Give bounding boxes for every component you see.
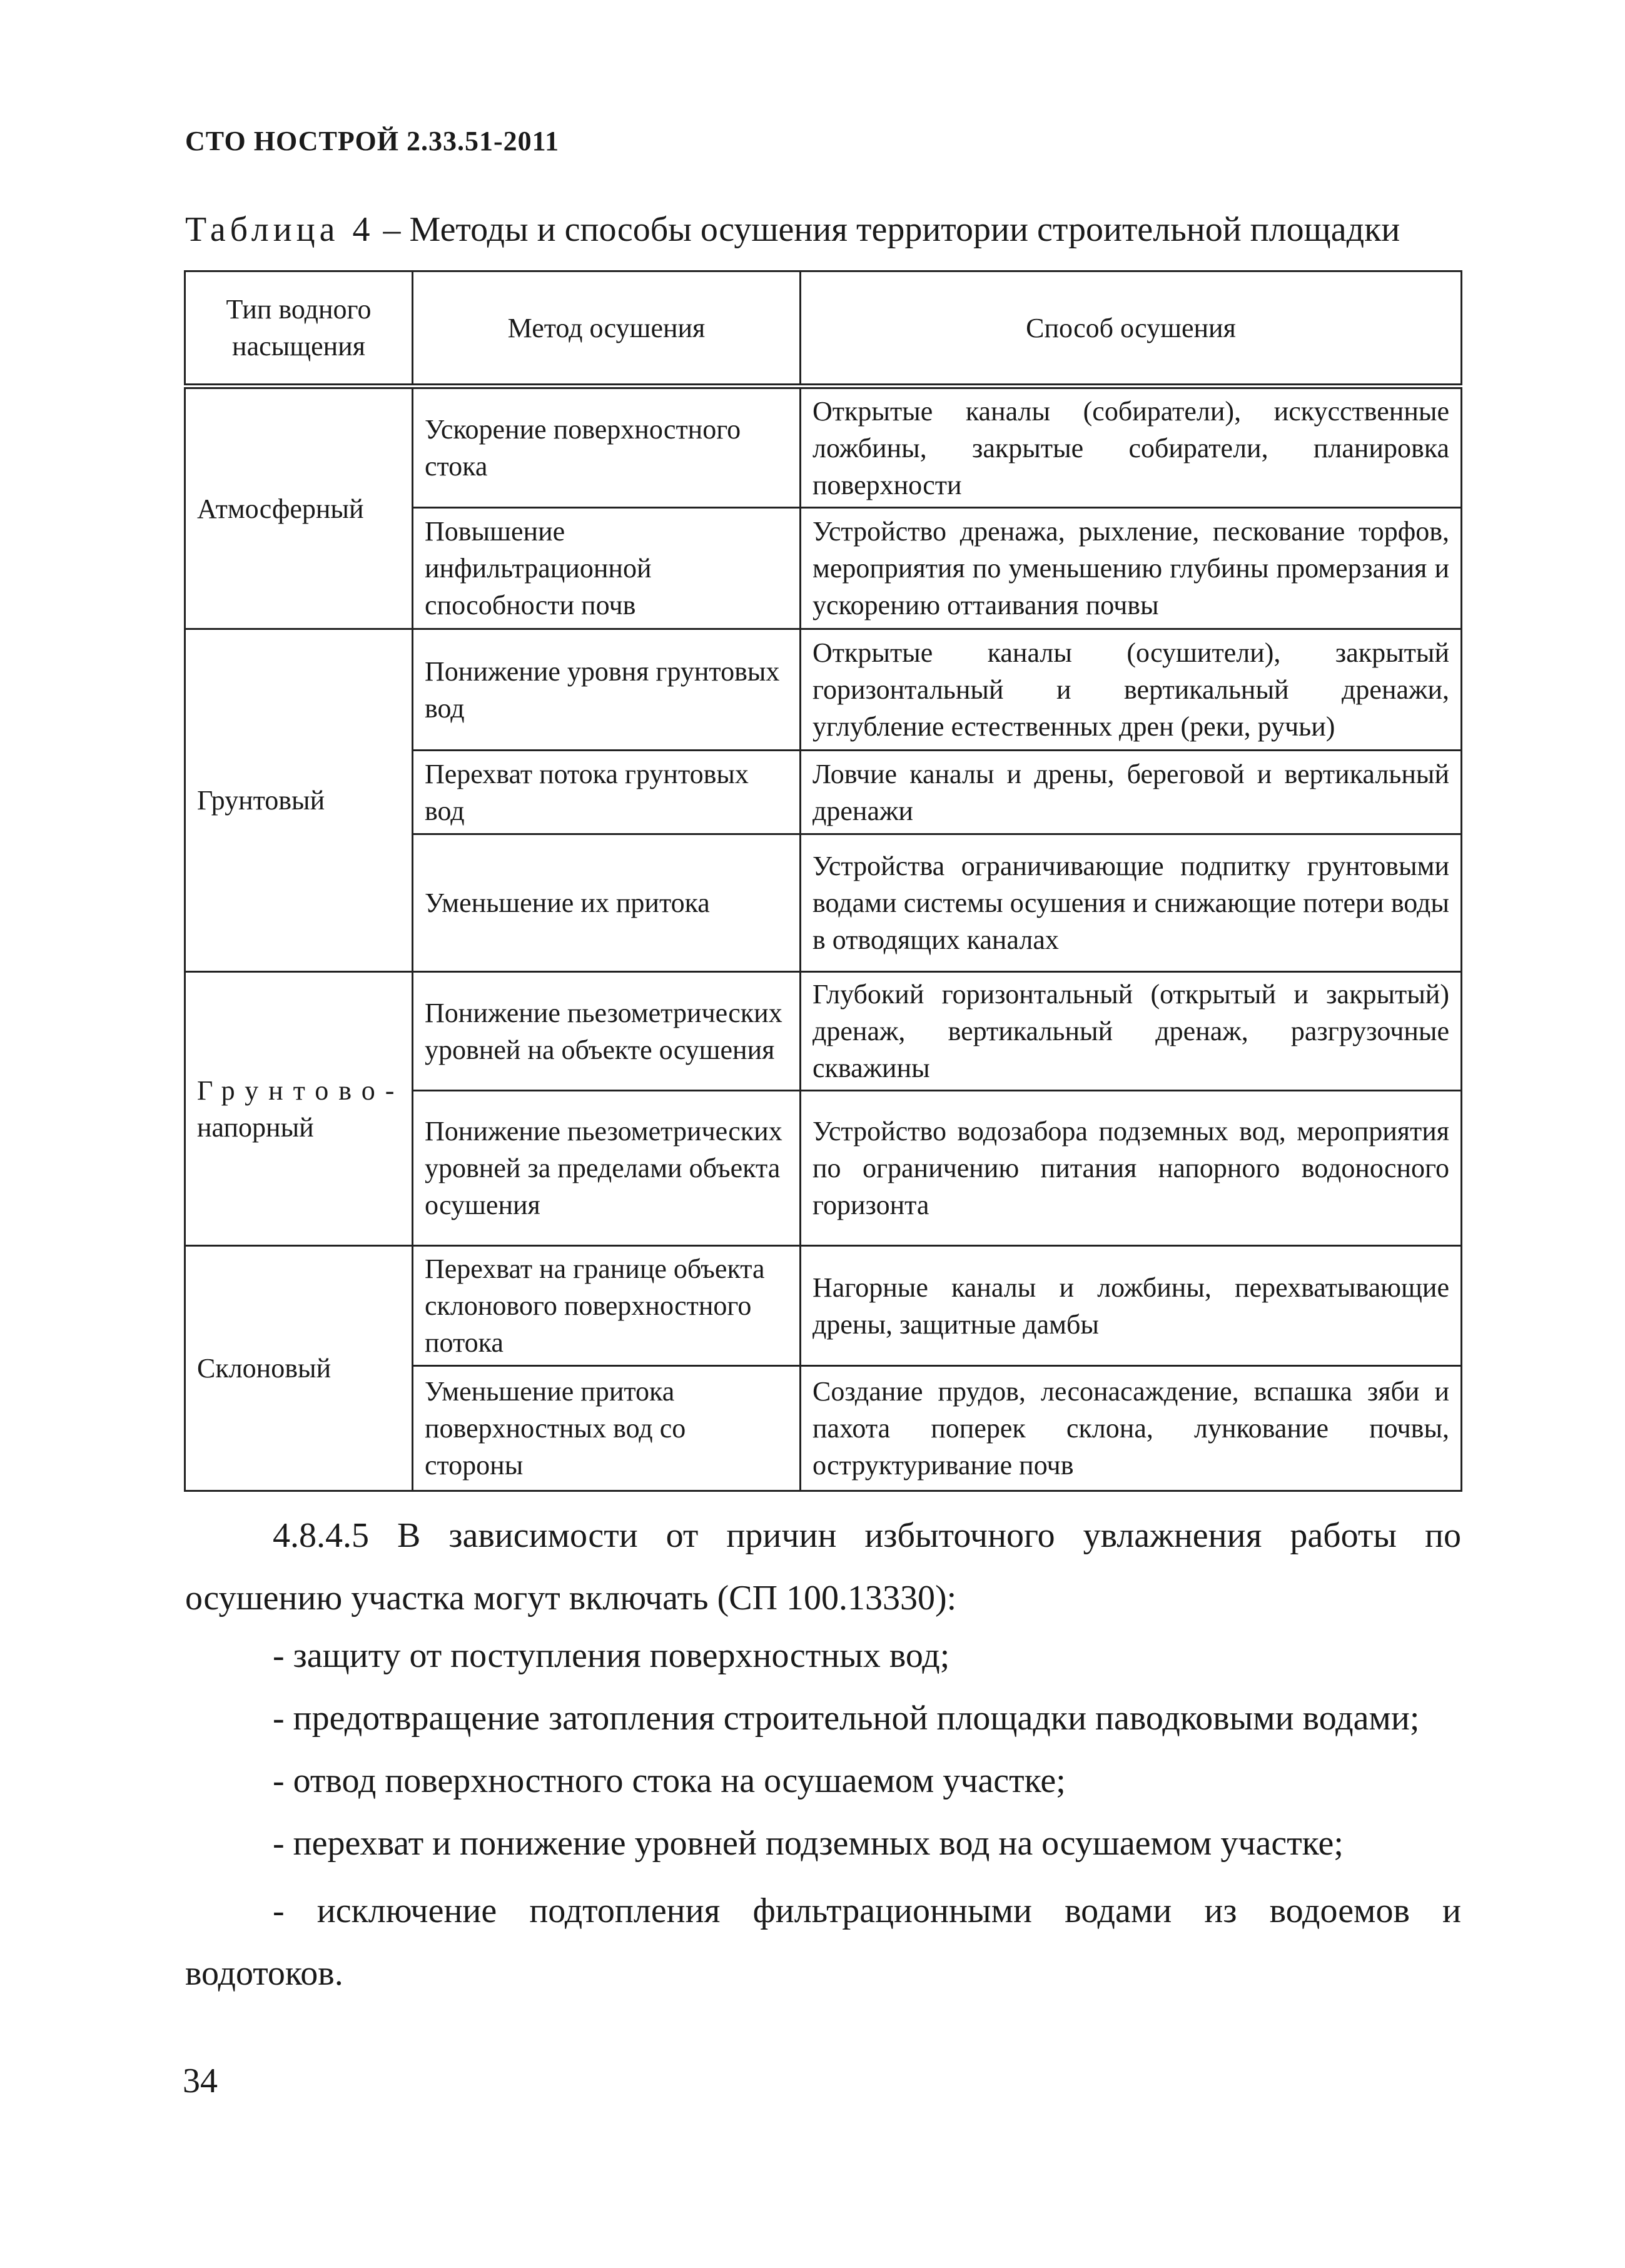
table-row xyxy=(185,972,1462,1091)
header-way: Способ осушения xyxy=(801,271,1462,387)
type-cell: Склоновый xyxy=(185,1246,413,1491)
paragraph-4-8-4-5: 4.8.4.5 В зависимости от причин избыточного увлажнения работы по осушению участка могут включать (СП 100.13330): xyxy=(185,1516,1461,1617)
type-cell: Грунтовый xyxy=(185,629,413,972)
method-cell: Уменьшение притока поверхностных вод со стороны xyxy=(413,1366,801,1491)
document-code: СТО НОСТРОЙ 2.33.51-2011 xyxy=(185,126,560,156)
table-caption xyxy=(185,210,1467,250)
header-type: Тип водного насыщения xyxy=(185,271,413,387)
type-cell-part2: напорный xyxy=(197,1111,314,1143)
table-row xyxy=(185,629,1462,751)
type-cell-part1: Грунтово- xyxy=(197,1075,405,1106)
method-cell: Уменьшение их притока xyxy=(413,834,801,972)
way-cell: Ловчие каналы и дрены, береговой и вертикальный дренажи xyxy=(801,751,1462,834)
type-cell xyxy=(185,972,413,1246)
method-cell: Понижение пьезометрических уровней на объекте осушения xyxy=(413,972,801,1091)
table-title: – Методы и способы осушения территории строительной площадки xyxy=(374,210,1400,249)
way-cell: Открытые каналы (осушители), закрытый горизонтальный и вертикальный дренажи, углубление естественных дрен (реки, ручьи) xyxy=(801,629,1462,751)
way-cell: Нагорные каналы и ложбины, перехватывающие дрены, защитные дамбы xyxy=(801,1246,1462,1366)
method-cell: Перехват на границе объекта склонового поверхностного потока xyxy=(413,1246,801,1366)
way-cell: Устройство водозабора подземных вод, мероприятия по ограничению питания напорного водоносного горизонта xyxy=(801,1091,1462,1246)
list-item: - предотвращение затопления строительной площадки паводковыми водами; xyxy=(273,1699,1420,1738)
method-cell: Повышение инфильтрационной способности почв xyxy=(413,508,801,629)
list-item: - отвод поверхностного стока на осушаемом участке; xyxy=(273,1761,1066,1800)
list-item: - исключение подтопления фильтрационными водами из водоемов и водотоков. xyxy=(185,1891,1461,1993)
method-cell: Понижение пьезометрических уровней за пределами объекта осушения xyxy=(413,1091,801,1246)
drainage-methods-table xyxy=(184,270,1462,1492)
type-cell: Атмосферный xyxy=(185,387,413,629)
method-cell: Понижение уровня грунтовых вод xyxy=(413,629,801,751)
way-cell: Открытые каналы (собиратели), искусственные ложбины, закрытые собиратели, планировка поверхности xyxy=(801,387,1462,508)
way-cell: Устройство дренажа, рыхление, пескование торфов, мероприятия по уменьшению глубины промерзания и ускорению оттаивания почвы xyxy=(801,508,1462,629)
table-label: Таблица 4 xyxy=(185,210,375,249)
list-item: - перехват и понижение уровней подземных вод на осушаемом участке; xyxy=(273,1824,1344,1863)
list-item: - защиту от поступления поверхностных вод; xyxy=(273,1636,950,1675)
header-method: Метод осушения xyxy=(413,271,801,387)
method-cell: Ускорение поверхностного стока xyxy=(413,387,801,508)
way-cell: Устройства ограничивающие подпитку грунтовыми водами системы осушения и снижающие потери воды в отводящих каналах xyxy=(801,834,1462,972)
table-row xyxy=(185,1246,1462,1366)
table-row xyxy=(185,387,1462,508)
method-cell: Перехват потока грунтовых вод xyxy=(413,751,801,834)
way-cell: Создание прудов, лесонасаждение, вспашка зяби и пахота поперек склона, лункование почвы, оструктуривание почв xyxy=(801,1366,1462,1491)
page-number: 34 xyxy=(183,2062,218,2100)
table-header-row xyxy=(185,271,1462,387)
way-cell: Глубокий горизонтальный (открытый и закрытый) дренаж, вертикальный дренаж, разгрузочные скважины xyxy=(801,972,1462,1091)
